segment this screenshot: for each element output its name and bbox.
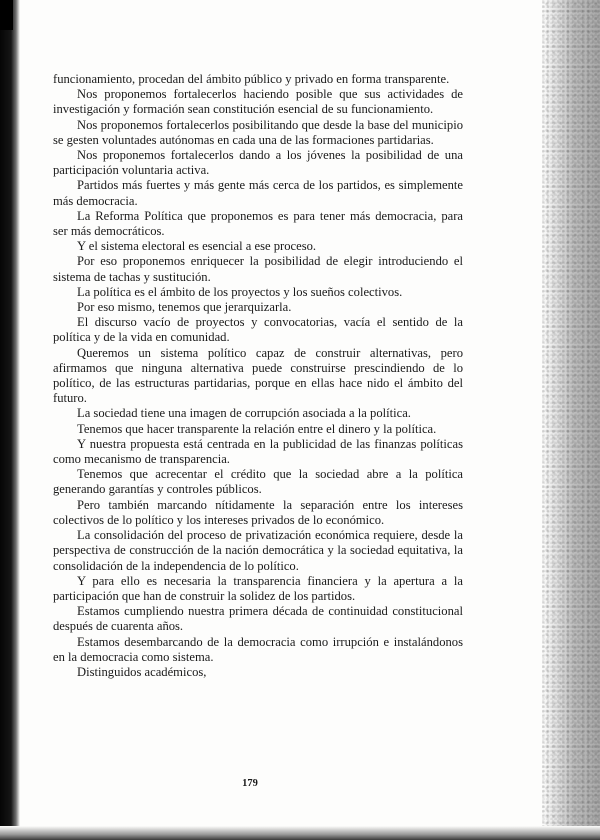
paragraph: Queremos un sistema político capaz de construir alternativas, pero afirmamos que ninguna alternativa puede construirse prescindiendo de lo político, de las estructuras partidarias, porque en ellas hace nido el ámbito del futuro. bbox=[53, 345, 463, 406]
paragraph: Nos proponemos fortalecerlos dando a los jóvenes la posibilidad de una participación voluntaria activa. bbox=[53, 148, 463, 178]
paragraph: funcionamiento, procedan del ámbito público y privado en forma transparente. bbox=[53, 72, 450, 86]
page-number: 179 bbox=[242, 778, 258, 789]
paragraph: Por eso mismo, tenemos que jerarquizarla. bbox=[77, 300, 292, 315]
paragraph: Por eso proponemos enriquecer la posibilidad de elegir introduciendo el sistema de tachas y sustitución. bbox=[53, 254, 463, 284]
paragraph: Y para ello es necesaria la transparencia financiera y la apertura a la participación que han de construir la solidez de los partidos. bbox=[53, 573, 463, 603]
scan-binding-shadow bbox=[0, 0, 20, 840]
paragraph: La sociedad tiene una imagen de corrupción asociada a la política. bbox=[77, 406, 411, 421]
paragraph: Y el sistema electoral es esencial a ese proceso. bbox=[77, 239, 317, 254]
paragraph: La política es el ámbito de los proyectos y los sueños colectivos. bbox=[77, 284, 403, 299]
paragraph: Partidos más fuertes y más gente más cerca de los partidos, es simplemente más democracia. bbox=[53, 178, 463, 208]
paragraph: La consolidación del proceso de privatización económica requiere, desde la perspectiva de construcción de la nación democrática y la sociedad equitativa, la consolidación de la independencia de lo político. bbox=[53, 528, 463, 573]
paragraph: Estamos desembarcando de la democracia como irrupción e instalándonos en la democracia como sistema. bbox=[53, 634, 463, 664]
paragraph: Distinguidos académicos, bbox=[77, 664, 207, 679]
paragraph: El discurso vacío de proyectos y convocatorias, vacía el sentido de la política y de la vida en comunidad. bbox=[53, 315, 463, 345]
paragraph: Pero también marcando nítidamente la separación entre los intereses colectivos de lo político y los intereses privados de lo económico. bbox=[53, 497, 463, 527]
paragraph: Nos proponemos fortalecerlos posibilitando que desde la base del municipio se gesten voluntades autónomas en cada una de las formaciones partidarias. bbox=[53, 117, 463, 147]
paragraph: Tenemos que hacer transparente la relación entre el dinero y la política. bbox=[77, 421, 437, 436]
body-text bbox=[53, 72, 463, 680]
scan-corner-shadow bbox=[0, 0, 13, 30]
paragraph: Tenemos que acrecentar el crédito que la sociedad abre a la política generando garantías y controles públicos. bbox=[53, 467, 463, 497]
paragraph: Estamos cumpliendo nuestra primera década de continuidad constitucional después de cuarenta años. bbox=[53, 604, 463, 634]
paragraph: La Reforma Política que proponemos es para tener más democracia, para ser más democráticos. bbox=[53, 208, 463, 239]
scan-right-edge bbox=[542, 0, 600, 840]
scan-bottom-edge bbox=[0, 826, 600, 840]
paragraph: Nos proponemos fortalecerlos haciendo posible que sus actividades de investigación y formación sean constitución esencial de su funcionamiento. bbox=[53, 87, 463, 117]
paragraph: Y nuestra propuesta está centrada en la publicidad de las finanzas políticas como mecanismo de transparencia. bbox=[53, 436, 463, 467]
